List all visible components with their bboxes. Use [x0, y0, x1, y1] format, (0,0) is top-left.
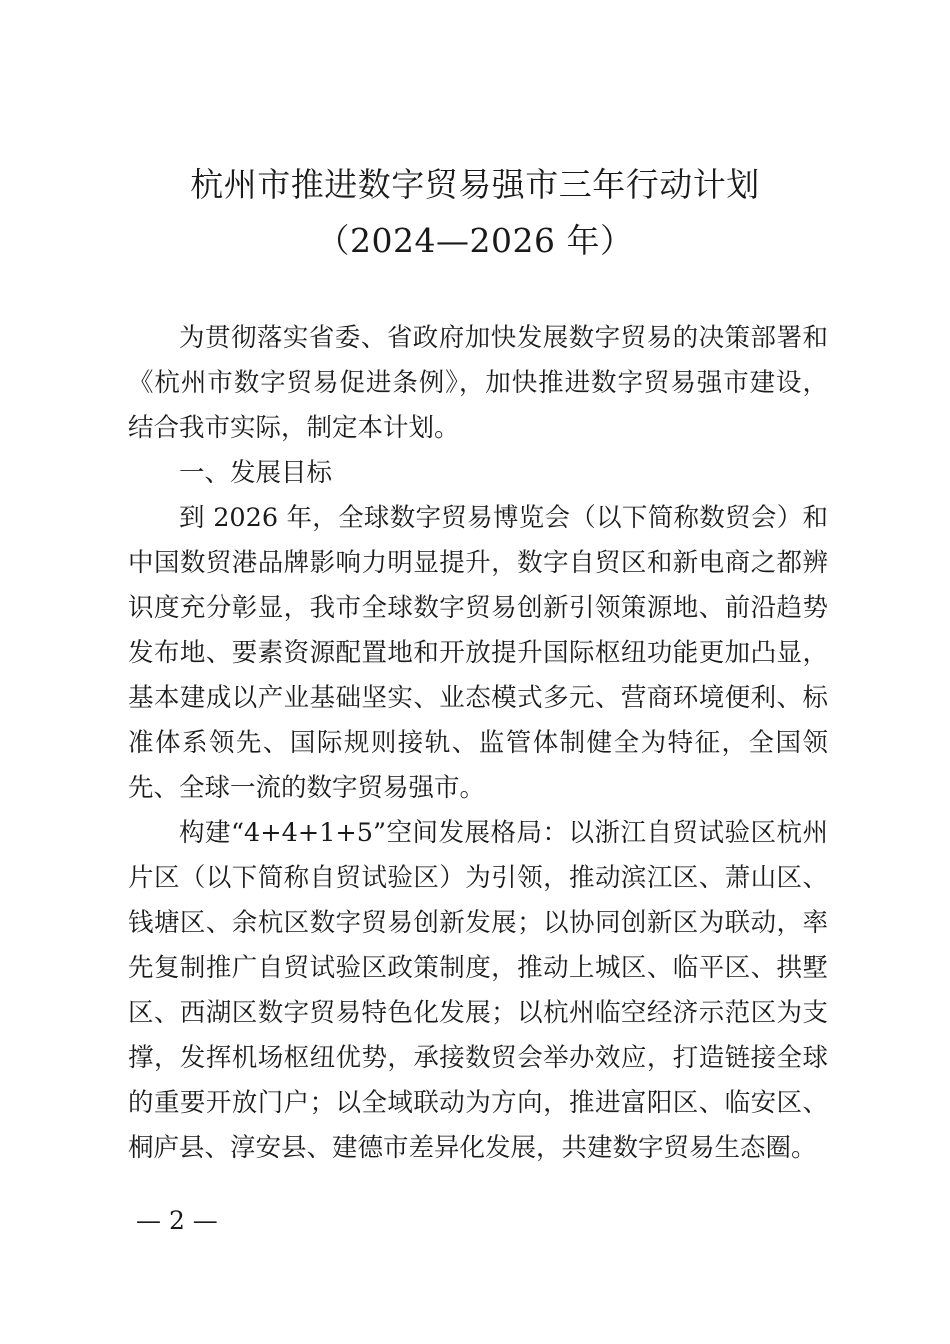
page-number: — 2 —: [136, 1206, 218, 1235]
layout-paragraph: 构建“4+4+1+5”空间发展格局：以浙江自贸试验区杭州片区（以下简称自贸试验区）为引领，推动滨江区、萧山区、钱塘区、余杭区数字贸易创新发展；以协同创新区为联动，率先复制推广自贸试验区政策制度，推动上城区、临平区、拱墅区、西湖区数字贸易特色化发展；以杭州临空经济示范区为支撑，发挥机场枢纽优势，承接数贸会举办效应，打造链接全球的重要开放门户；以全域联动为方向，推进富阳区、临安区、桐庐县、淳安县、建德市差异化发展，共建数字贸易生态圈。: [128, 818, 828, 1163]
goal-paragraph: 到 2026 年，全球数字贸易博览会（以下简称数贸会）和中国数贸港品牌影响力明显提升，数字自贸区和新电商之都辨识度充分彰显，我市全球数字贸易创新引领策源地、前沿趋势发布地、要素资源配置地和开放提升国际枢纽功能更加凸显，基本建成以产业基础坚实、业态模式多元、营商环境便利、标准体系领先、国际规则接轨、监管体制健全为特征，全国领先、全球一流的数字贸易强市。: [128, 503, 828, 803]
document-subtitle-years: （2024—2026 年）: [316, 221, 634, 260]
document-body: [128, 316, 828, 1171]
intro-paragraph: 为贯彻落实省委、省政府加快发展数字贸易的决策部署和《杭州市数字贸易促进条例》，加快推进数字贸易强市建设，结合我市实际，制定本计划。: [128, 323, 828, 443]
section-heading: 一、发展目标: [179, 458, 333, 488]
document-title: 杭州市推进数字贸易强市三年行动计划: [190, 165, 760, 204]
